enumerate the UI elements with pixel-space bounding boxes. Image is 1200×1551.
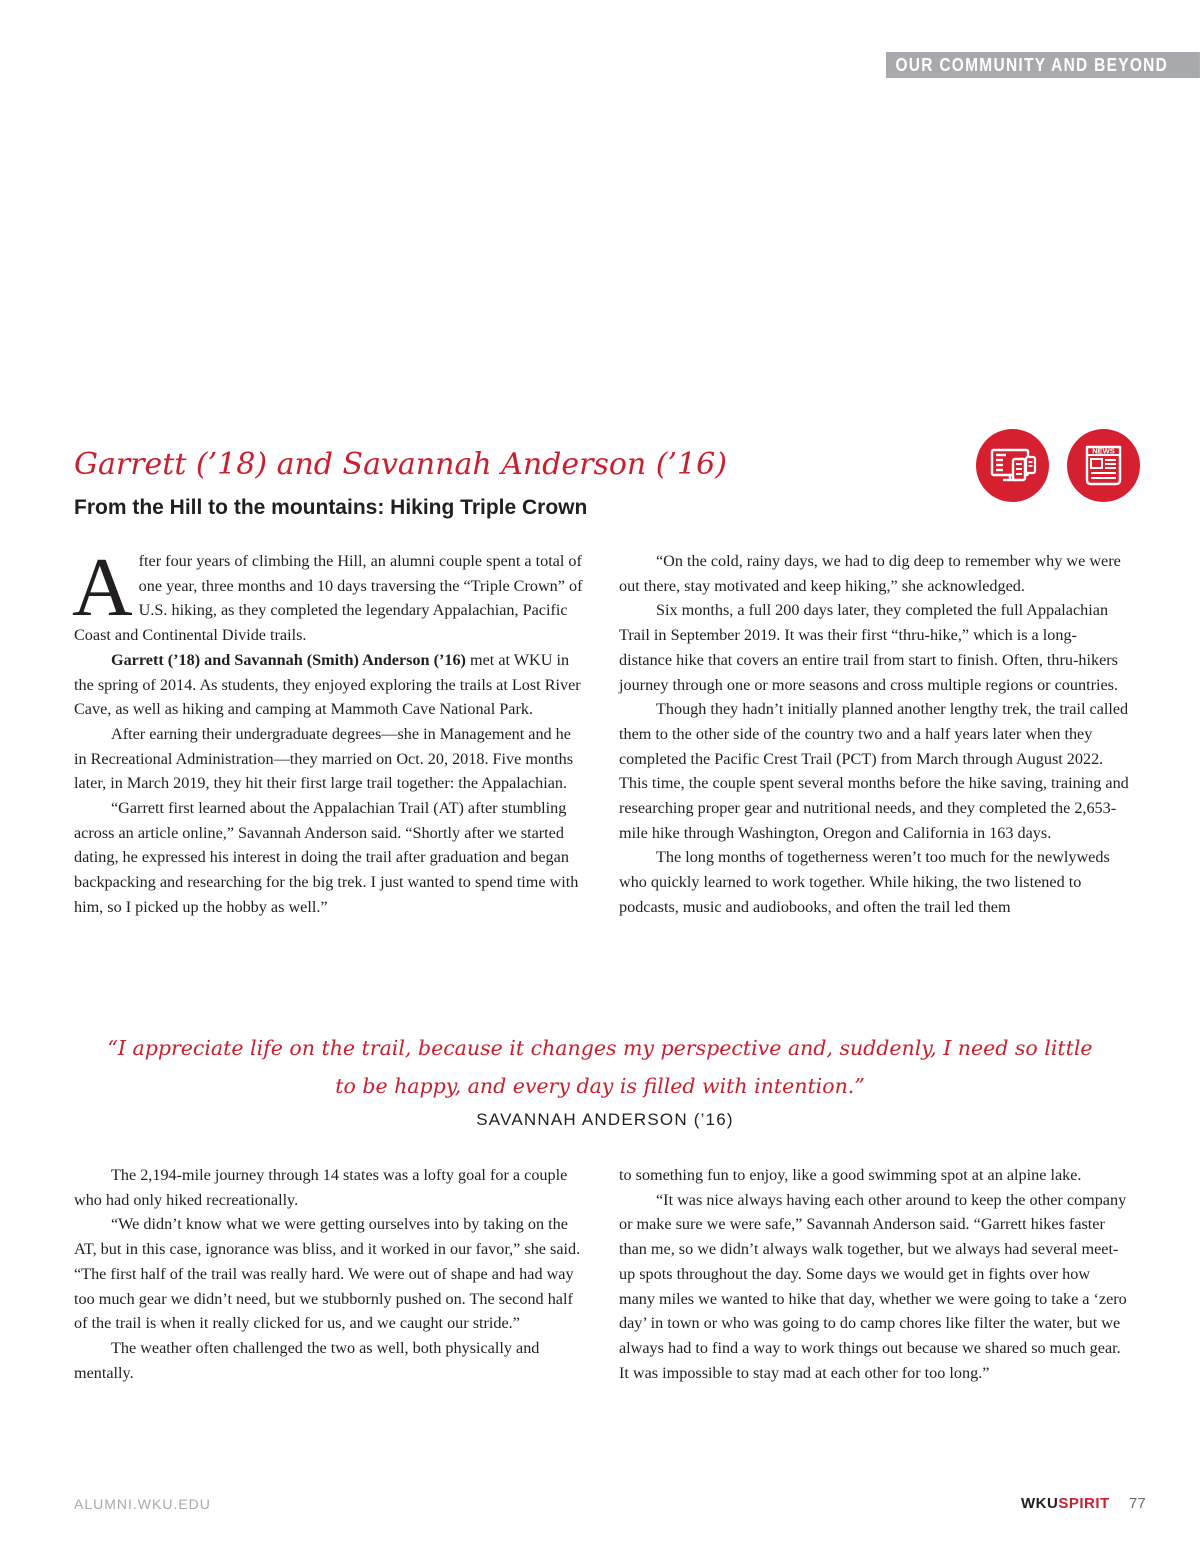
drop-cap: A	[72, 541, 133, 634]
article-column-1	[72, 541, 586, 920]
paragraph: to something fun to enjoy, like a good swimming spot at an alpine lake.	[619, 1166, 1082, 1184]
paragraph: The 2,194-mile journey through 14 states was a lofty goal for a couple who had only hiked recreationally.	[74, 1166, 568, 1209]
paragraph: Though they hadn’t initially planned another lengthy trek, the trail called them to the other side of the country two and a half years later when they completed the Pacific Crest Trail (PCT) from March through August 2022. This time, the couple spent several months before the hike saving, training and researching proper gear and nutritional needs, and they completed the 2,653-mile hike through Washington, Oregon and California in 163 days.	[619, 700, 1129, 842]
paragraph: “We didn’t know what we were getting ourselves into by taking on the AT, but in this case, ignorance was bliss, and it worked in our favor,” she said. “The first half of the trail was really hard. We were out of shape and had way too much gear we didn’t need, but we stubbornly pushed on. The second half of the trail is when it really clicked for us, and we caught our stride.”	[74, 1215, 581, 1333]
pull-quote: “I appreciate life on the trail, because it changes my perspective and, suddenly, I need so little to be happy, and every day is filled with intention.”	[107, 1036, 1093, 1098]
article-column-2	[619, 549, 1129, 920]
footer-website-link[interactable]: ALUMNI.WKU.EDU	[74, 1496, 211, 1512]
news-icon	[1067, 429, 1140, 502]
paragraph: The long months of togetherness weren’t too much for the newlyweds who quickly learned to work together. While hiking, the two listened to podcasts, music and audiobooks, and often the trail led them	[619, 848, 1110, 916]
article-subtitle: From the Hill to the mountains: Hiking Triple Crown	[74, 496, 588, 519]
brand-wku: WKU	[1021, 1495, 1059, 1512]
intro-paragraph: After four years of climbing the Hill, an alumni couple spent a total of one year, three months and 10 days traversing the “Triple Crown” of U.S. hiking, as they completed the legendary Appalachian, Pacific Coast and Continental Divide trails.	[72, 541, 583, 645]
paragraph: “On the cold, rainy days, we had to dig deep to remember why we were out there, stay motivated and keep hiking,” she acknowledged.	[619, 552, 1121, 595]
article-title: Garrett (’18) and Savannah Anderson (’16)	[74, 447, 727, 482]
bold-names: Garrett (’18) and Savannah (Smith) Anderson (’16)	[111, 650, 466, 669]
web-devices-icon	[976, 429, 1049, 502]
paragraph: Garrett (’18) and Savannah (Smith) Anderson (’16) met at WKU in the spring of 2014. As students, they enjoyed exploring the trails at Lost River Cave, as well as hiking and camping at Mammoth Cave National Park.	[74, 650, 581, 719]
section-header-tab: OUR COMMUNITY AND BEYOND	[886, 52, 1200, 78]
page-number: 77	[1129, 1495, 1146, 1512]
paragraph: Six months, a full 200 days later, they completed the full Appalachian Trail in September 2019. It was their first “thru-hike,” which is a long-distance hike that covers an entire trail from start to finish. Often, thru-hikers journey through one or more seasons and cross multiple regions or countries.	[619, 601, 1119, 694]
paragraph: “It was nice always having each other around to keep the other company or make sure we were safe,” Savannah Anderson said. “Garrett hikes faster than me, so we didn’t always walk together, but we always had several meet-up spots throughout the day. Some days we would get in fights over how many miles we wanted to hike that day, whether we were going to take a ‘zero day’ in town or who was going to do camp chores like filter the water, but we always had to find a way to work things out because we shared so much gear. It was impossible to stay mad at each other for too long.”	[619, 1190, 1127, 1382]
paragraph: After earning their undergraduate degrees—she in Management and he in Recreational Administration—they married on Oct. 20, 2018. Five months later, in March 2019, they hit their first large trail together: the Appalachian.	[74, 724, 574, 793]
news-icon-button[interactable]	[1067, 429, 1140, 502]
article-column-4	[619, 1163, 1129, 1385]
pull-quote-attribution: SAVANNAH ANDERSON (’16)	[476, 1110, 734, 1129]
svg-text:NEWS: NEWS	[1092, 446, 1115, 456]
web-devices-icon-button[interactable]	[976, 429, 1049, 502]
paragraph: The weather often challenged the two as well, both physically and mentally.	[74, 1338, 540, 1382]
footer-brand	[1021, 1495, 1110, 1512]
paragraph: “Garrett first learned about the Appalachian Trail (AT) after stumbling across an article online,” Savannah Anderson said. “Shortly after we started dating, he expressed his interest in doing the trail after graduation and began backpacking and researching for the big trek. I just wanted to spend time with him, so I picked up the hobby as well.”	[74, 799, 579, 916]
brand-spirit: SPIRIT	[1058, 1495, 1110, 1512]
article-column-3	[74, 1163, 586, 1385]
